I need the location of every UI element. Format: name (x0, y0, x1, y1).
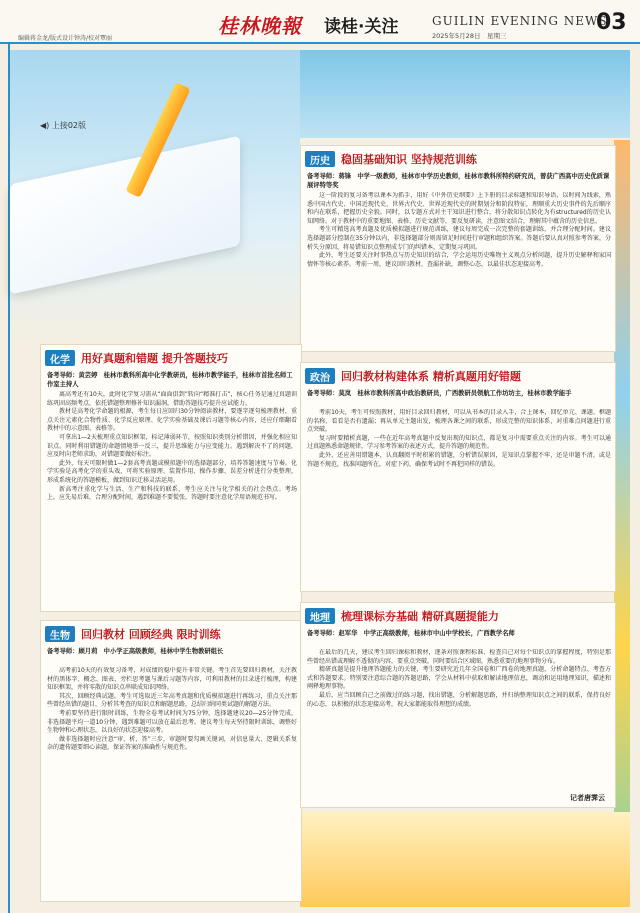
reporter-byline: 记者唐霁云 (570, 794, 605, 802)
geography-body (307, 649, 611, 789)
publication-date: 2025年5月28日 星期三 (432, 32, 507, 40)
history-paragraph: 这一阶段的复习备考以课本为抓手，用好《中外历史纲要》上下册的目录标题和知识导语，以时间为线索，熟悉中国古代史、中国近现代史、世界古代史、世界近现代史的时期划分和阶段特征，理顺重大历史事件的先后顺序和内在联系，把握历史全貌。同时，以专题方式对主干知识进行整合，将分散知识点转化为有structured的历史认知网络。对于教材中的重要地图、表格、历史文献等，要反复研读，注意图文结合，理解其中蕴含的历史信息。 (307, 192, 611, 225)
chemistry-paragraph: 可拿出1—2天梳理重点知识框架，标记薄弱环节，按照知识类别分析错因，并强化相应知识点。同时利用错题的命题情境举一反三，提升思维能力与应变能力。遇到解决不了的问题，应及时向老师求助，对错题要做好标注。 (47, 433, 297, 459)
chemistry-heading (45, 349, 228, 367)
section-name: 读桂·关注 (324, 17, 399, 37)
biology-tag: 生物 (45, 626, 75, 642)
history-title: 稳固基础知识 坚持规范训练 (341, 153, 477, 166)
geography-section (300, 602, 616, 808)
chemistry-body (47, 391, 297, 609)
page-number: 03 (596, 10, 627, 35)
politics-paragraph: 考前10天，考生可按照教材，用好目录回归教材，可以从书本的目录入手，合上课本，回忆单元、课题、框题的名称，看看是否有遗漏；再从单元主题出发，梳理各课之间的联系，形成完整的知识体系，对重难点问题进行重点突破。 (307, 409, 611, 434)
editor-credits: 编辑蒋金龙/版式设计钟涛/校对覃丽 (18, 35, 113, 42)
politics-author: 备考导师：莫岚 桂林市教科所高中政治教研员，广西教研员领航工作坊坊主，桂林市教学能手 (307, 390, 572, 397)
history-author: 备考导师：蒋锋 中学一级教师，桂林市中学历史教师，桂林市教科所特约研究员，曾获广西高中历史优质课展评特等奖 (307, 173, 610, 189)
politics-heading (305, 367, 521, 385)
geography-paragraph: 精研真题是提升地理答题能力的关键，考生要研究近几年全国卷和广西卷的地理真题，分析命题特点、考查方式和答题要求。特别要注意综合题的答题思路，学会从材料中获取和解读地理信息，调动和运用地理知识，描述和阐释地理事物。 (307, 666, 611, 691)
speaker-icon: ◀) (40, 121, 50, 130)
illustration-banner (300, 50, 630, 138)
politics-section (300, 362, 616, 592)
chemistry-paragraph: 此外，每天可限时做1—2套高考真题或模拟题中的选择题部分，培养答题速度与节奏。化学实验是高考化学的重头戏，可将实验原理、装置作用、操作步骤、误差分析进行分类整理，形成系统化的答题模板，做到知识迁移灵活运用。 (47, 459, 297, 484)
chemistry-title: 用好真题和错题 提升答题技巧 (81, 352, 228, 365)
biology-author: 备考导师：顾月莉 中小学正高级教师，桂林中学生物教研组长 (47, 648, 224, 655)
geography-heading (305, 607, 499, 625)
geography-paragraph: 在最后的几天，建议考生回归课标和教材，逐条对照课程标准，检查自己对每个知识点的掌握程度，特别是那些曾经出错或理解不透彻的内容，要重点突破。同时要结合区域图，熟悉重要的地理事物分布。 (307, 649, 611, 665)
geography-paragraph: 最后，应当回顾自己之前做过的练习题，找出错题，分析解题思路，并归纳整理知识点之间的联系，保持良好的心态，以积极的状态迎接高考，祝大家都能取得理想的成绩。 (307, 691, 611, 708)
continued-from-note: ◀) 上接02版 (40, 121, 87, 130)
history-tag: 历史 (305, 151, 335, 167)
illustration-bottom (300, 812, 630, 907)
politics-paragraph: 复习时要精析真题，一些在近年高考真题中反复出现的知识点，都是复习中需要重点关注的内容。考生可以通过真题熟悉命题规律，学习参考答案的表述方式，提升答题的规范性。 (307, 434, 611, 451)
biology-title: 回归教材 回顾经典 限时训练 (81, 628, 221, 641)
chemistry-paragraph: 离高考还有10天，此时化学复习需从“面面俱到”转向“精准打击”，核心任务是通过真题训练巩固高频考点，依托错题整理修补知识漏洞，借助答题技巧提升应试能力。 (47, 391, 297, 407)
politics-title: 回归教材构建体系 精析真题用好错题 (341, 370, 521, 383)
chemistry-paragraph: 教材是高考化学命题的根源，考生每日应回归30分钟阅读教材，要逐字逐句梳理教材，重点关注元素化合物性质、化学反应原理、化学实验基础及课后习题等核心内容，还应仔细翻看教材中的示意图、表格等。 (47, 408, 297, 433)
chemistry-author: 备考导师：黄芸婷 桂林市教科所高中化学教研员，桂林市教学能手，桂林市首批名师工作室主持人 (47, 372, 293, 388)
biology-paragraph: 做非选择题时应注意“审、析、答”三步，审题时要勾画关键词，对信息量大、逻辑关系复杂的遗传题要细心读题，保证答案的准确性与规范性。 (47, 735, 297, 752)
chemistry-paragraph: 新高考注重化学与生活、生产和科技的联系，考生应关注与化学相关的社会热点。考场上，应先易后难，合理分配时间，遇到难题不要慌张，答题时要注意化学用语规范书写。 (47, 485, 297, 502)
history-paragraph: 此外，考生还要关注时事热点与历史知识的结合，学会运用历史唯物主义观点分析问题，提升历史解释和家国情怀等核心素养。考前一周，建议回归教材，查漏补缺，调整心态，以最佳状态迎接高考。 (307, 252, 611, 268)
biology-body (47, 667, 297, 899)
chemistry-tag: 化学 (45, 350, 75, 366)
page-header (0, 0, 640, 44)
history-body (307, 192, 611, 350)
geography-tag: 地理 (305, 608, 335, 624)
geography-title: 梳理课标夯基础 精研真题提能力 (341, 610, 499, 623)
politics-body (307, 409, 611, 589)
geography-author: 备考导师：赵军华 中学正高级教师，桂林市中山中学校长，广西教学名师 (307, 630, 515, 637)
chemistry-section (40, 344, 302, 612)
biology-paragraph: 考前要坚持进行限时训练，生物全卷考试时间为75分钟，选择题建议20—25分钟完成，非选择题平均一道10分钟，遇到难题可以放在最后思考。建议考生每天坚持限时训练，调整好生物钟和心理状态，以良好的状态迎接高考。 (47, 709, 297, 735)
politics-tag: 政治 (305, 368, 335, 384)
newspaper-english-name: GUILIN EVENING NEWS (432, 14, 608, 28)
newspaper-logo: 桂林晚報 (218, 14, 302, 38)
biology-paragraph: 其次，回顾经典试题。考生可选取近三年高考真题和优质模拟题进行再练习，重点关注那些曾经出错的题目，分析其考查的知识点和解题思路，总结归纳同类试题的解题方法。 (47, 692, 297, 709)
biology-section (40, 620, 302, 902)
history-paragraph: 考生可精选高考真题及优质模拟题进行规范训练，建议每周完成一次完整的套题训练，并合理分配时间。建议选择题部分控制在35分钟以内，非选择题部分则需留足时间进行审题和组织答案。答题后要认真对照参考答案，分析失分原因，将易错知识点整理成专门的纠错本，定期复习巩固。 (307, 226, 611, 251)
history-section (300, 145, 616, 352)
politics-paragraph: 此外，还应善用错题本，认真翻阅平时积累的错题，分析错误原因，是知识点掌握不牢，还是审题不清，或是答题不规范，找准问题所在，对症下药，确保考试时不再犯同样的错误。 (307, 451, 611, 468)
biology-paragraph: 高考前10天的有效复习备考，对成绩的稳中提升非常关键。考生首先要回归教材，关注教材的黑体字、概念、图表、旁栏思考题与课后习题等内容，可利用教材的目录进行梳理，构建知识框架，并将零散的知识点串联成知识网络。 (47, 667, 297, 692)
biology-heading (45, 625, 221, 643)
history-heading (305, 150, 477, 168)
illustration-side-strip (614, 140, 630, 900)
